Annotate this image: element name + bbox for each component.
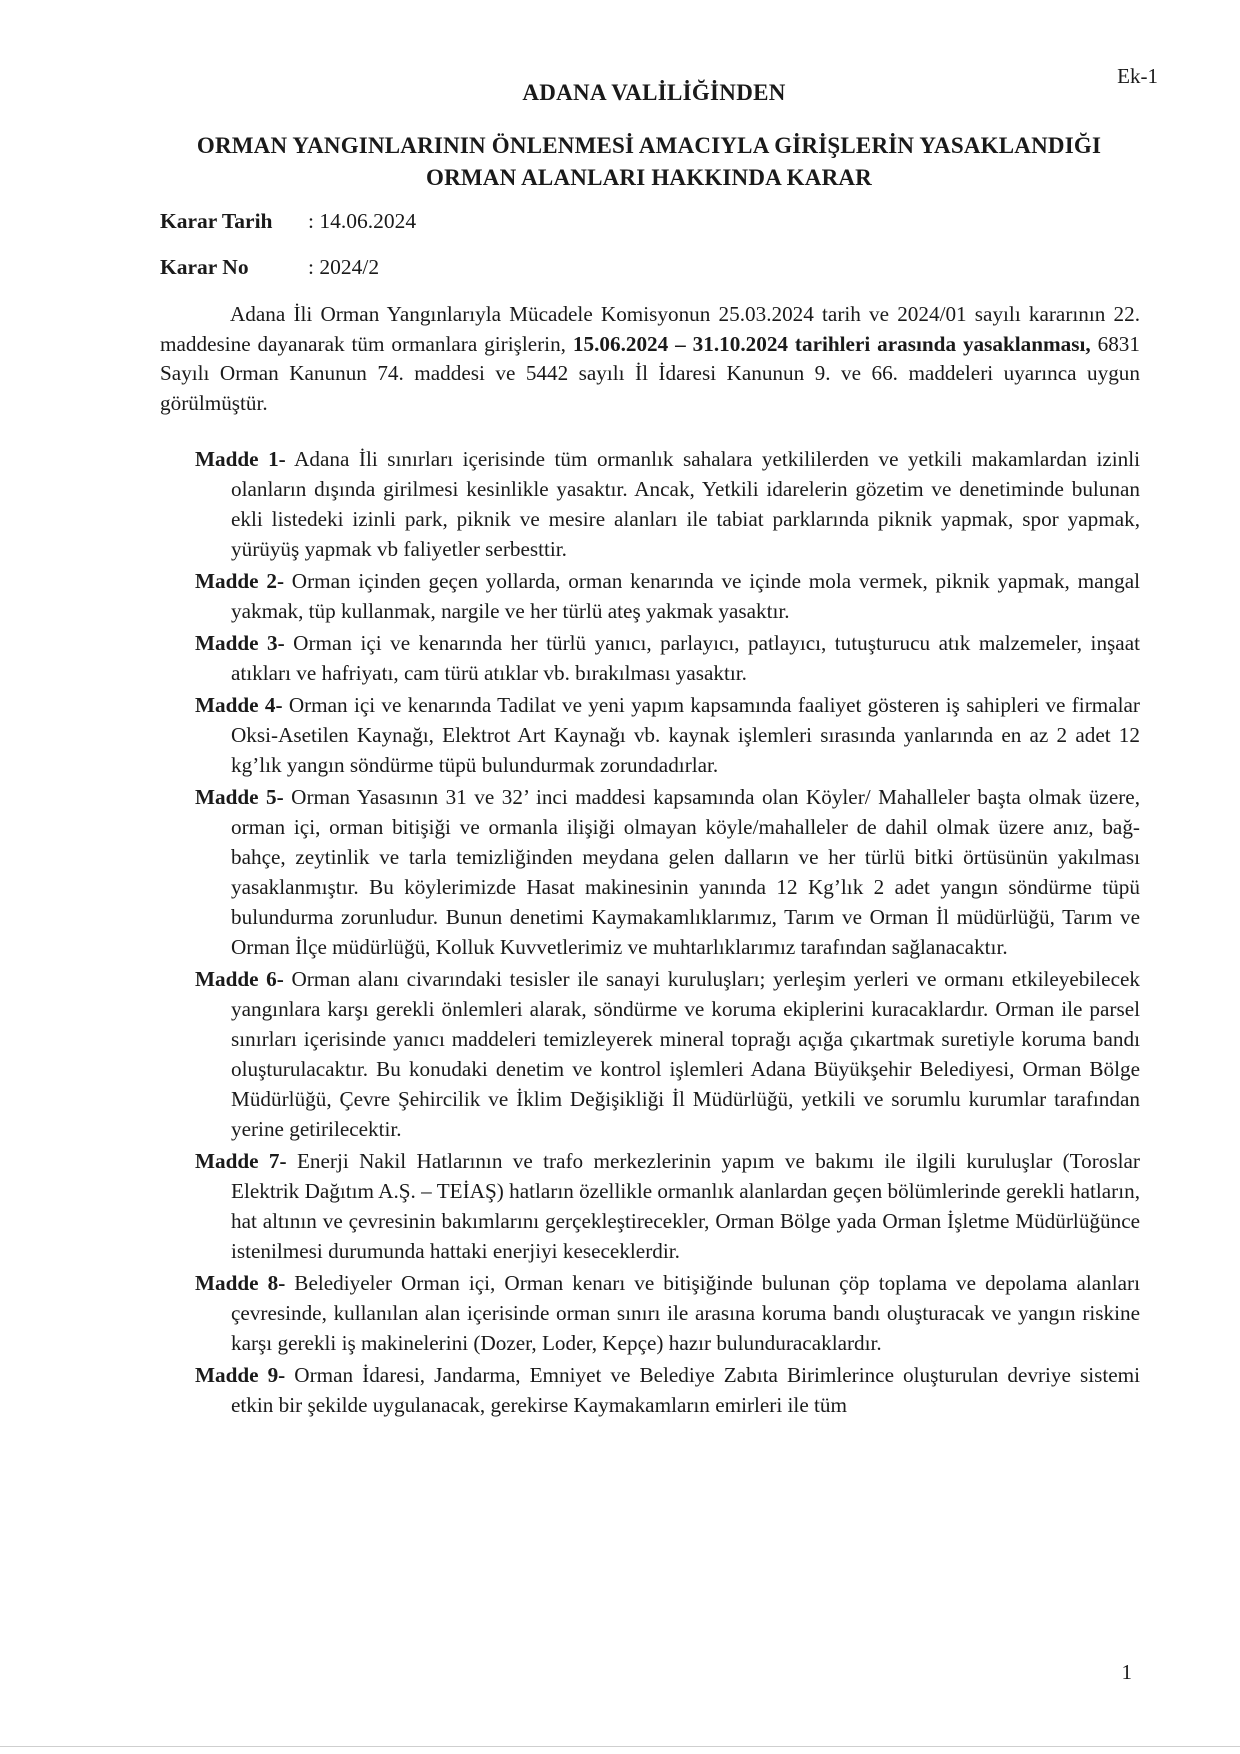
article-label: Madde 9- <box>195 1363 286 1387</box>
decision-date-label: Karar Tarih <box>160 209 273 233</box>
intro-text-1: Adana İli Orman Yangınlarıyla Mücadele Komisyonun 25.03.2024 tarih ve 2024/01 sayılı kararının 22. maddesine dayanarak tüm ormanlara girişlerin, <box>160 302 1140 356</box>
intro-text-2: 6831 Sayılı Orman Kanunun 74. maddesi ve 5442 sayılı İl İdaresi Kanunun 9. ve 66. maddeleri uyarınca uygun görülmüştür. <box>160 331 1140 415</box>
intro-bold-text: 15.06.2024 – 31.10.2024 tarihleri arasında yasaklanması, <box>572 331 1091 356</box>
subheading <box>160 130 1138 194</box>
article-text: Orman içi ve kenarında Tadilat ve yeni yapım kapsamında faaliyet gösteren iş sahipleri ve firmalar Oksi-Asetilen Kaynağı, Elektrot Art Kaynağı vb. kaynak işlemleri sırasında yanlarında en az 2 adet 12 kg’lık yangın söndürme tüpü bulundurmak zorundadırlar. <box>231 693 1140 777</box>
annex-label: Ek-1 <box>1117 64 1158 88</box>
article-item <box>195 782 1140 962</box>
subheading-line-1: ORMAN YANGINLARININ ÖNLENMESİ AMACIYLA GİRİŞLERİN YASAKLANDIĞI <box>196 133 1102 158</box>
article-text: Orman içi ve kenarında her türlü yanıcı, parlayıcı, patlayıcı, tutuşturucu atık malzemeler, inşaat atıkları ve hafriyatı, cam türü atıklar vb. bırakılması yasaktır. <box>231 631 1140 685</box>
decision-number <box>160 255 379 280</box>
decision-date-value: : 14.06.2024 <box>308 209 417 233</box>
article-item <box>195 566 1140 626</box>
article-label: Madde 8- <box>195 1271 286 1295</box>
article-label: Madde 7- <box>195 1149 287 1173</box>
intro-paragraph <box>160 300 1140 418</box>
article-item <box>195 628 1140 688</box>
article-item <box>195 1146 1140 1266</box>
article-text: Belediyeler Orman içi, Orman kenarı ve bitişiğinde bulunan çöp toplama ve depolama alanları çevresinde, kullanılan alan içerisinde orman sınırı ile arasına koruma bandı oluşturacak ve yangın riskine karşı gerekli iş makinelerini (Dozer, Loder, Kepçe) hazır bulunduracaklardır. <box>231 1271 1140 1355</box>
decision-number-value: : 2024/2 <box>308 255 380 279</box>
article-item <box>195 1360 1140 1420</box>
article-label: Madde 3- <box>195 631 285 655</box>
page-number: 1 <box>1121 1660 1132 1684</box>
articles-list <box>195 444 1140 1422</box>
article-label: Madde 6- <box>195 967 284 991</box>
subheading-line-2: ORMAN ALANLARI HAKKINDA KARAR <box>425 165 872 190</box>
article-label: Madde 1- <box>195 447 286 471</box>
article-label: Madde 5- <box>195 785 284 809</box>
article-item <box>195 690 1140 780</box>
decision-date <box>160 209 416 234</box>
decision-number-label: Karar No <box>160 255 249 279</box>
article-item <box>195 1268 1140 1358</box>
article-text: Orman alanı civarındaki tesisler ile sanayi kuruluşları; yerleşim yerleri ve ormanı etkileyebilecek yangınlara karşı gerekli önlemleri alarak, söndürme ve koruma ekiplerini kuracaklardır. Orman ile parsel sınırları içerisinde yanıcı maddeleri temizleyerek mineral toprağı açığa çıkartmak suretiyle koruma bandı oluşturulacaktır. Bu konudaki denetim ve kontrol işlemleri Adana Büyükşehir Belediyesi, Orman Bölge Müdürlüğü, Çevre Şehircilik ve İklim Değişikliği İl Müdürlüğü, yetkili ve sorumlu kurumlar tarafından yerine getirilecektir. <box>231 967 1140 1141</box>
article-item <box>195 964 1140 1144</box>
article-text: Orman İdaresi, Jandarma, Emniyet ve Belediye Zabıta Birimlerince oluşturulan devriye sistemi etkin bir şekilde uygulanacak, gerekirse Kaymakamların emirleri ile tüm <box>231 1363 1141 1417</box>
article-item <box>195 444 1140 564</box>
article-label: Madde 4- <box>195 693 283 717</box>
article-text: Adana İli sınırları içerisinde tüm ormanlık sahalara yetkililerden ve yetkili makamlardan izinli olanların dışında girilmesi kesinlikle yasaktır. Ancak, Yetkili idarelerin gözetim ve denetiminde bulunan ekli listedeki izinli park, piknik ve mesire alanları ile tabiat parklarında piknik yapmak, spor yapmak, yürüyüş yapmak vb faliyetler serbesttir. <box>231 447 1141 561</box>
heading: ADANA VALİLİĞİNDEN <box>522 80 786 105</box>
article-text: Orman içinden geçen yollarda, orman kenarında ve içinde mola vermek, piknik yapmak, mangal yakmak, tüp kullanmak, nargile ve her türlü ateş yakmak yasaktır. <box>231 569 1140 623</box>
scan-edge-divider <box>0 1746 1240 1747</box>
article-text: Enerji Nakil Hatlarının ve trafo merkezlerinin yapım ve bakımı ile ilgili kuruluşlar (Toroslar Elektrik Dağıtım A.Ş. – TEİAŞ) hatların özellikle ormanlık alanlardan geçen bölümlerinde gerekli hatların, hat altının ve çevresinin bakımlarını gerçekleştirecekler, Orman Bölge yada Orman İşletme Müdürlüğünce istenilmesi durumunda hattaki enerjiyi keseceklerdir. <box>231 1149 1140 1263</box>
article-label: Madde 2- <box>195 569 284 593</box>
article-text: Orman Yasasının 31 ve 32’ inci maddesi kapsamında olan Köyler/ Mahalleler başta olmak üzere, orman içi, orman bitişiği ve ormanla ilişiği olmayan köyle/mahalleler de dahil olmak üzere anız, bağ-bahçe, zeytinlik ve tarla temizliğinden meydana gelen dalların ve her türlü bitki örtüsünün yakılması yasaklanmıştır. Bu köylerimizde Hasat makinesinin yanında 12 Kg’lık 2 adet yangın söndürme tüpü bulundurma zorunludur. Bunun denetimi Kaymakamlıklarımız, Tarım ve Orman İl müdürlüğü, Tarım ve Orman İlçe müdürlüğü, Kolluk Kuvvetlerimiz ve muhtarlıklarımız tarafından sağlanacaktır. <box>231 785 1140 959</box>
